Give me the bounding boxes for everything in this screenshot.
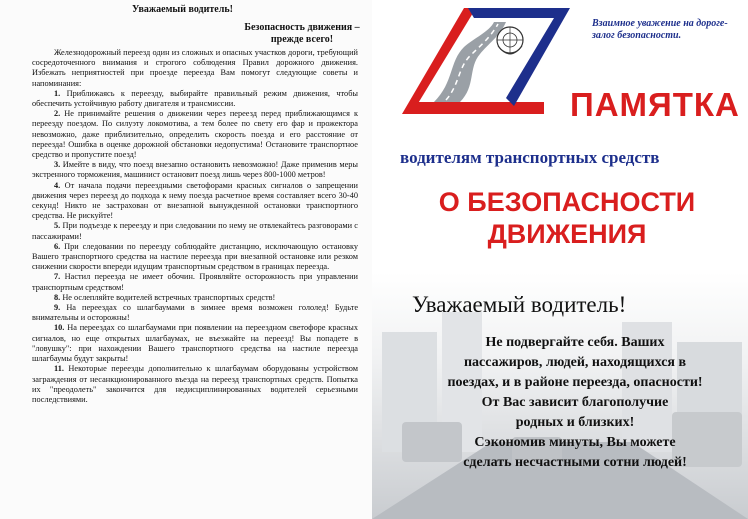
audience-subtitle: водителям транспортных средств (400, 148, 660, 167)
rule-number: 9. (54, 303, 61, 313)
rule-text: При подъезде к переезду и при следовании по нему не отвлекайтесь разговорами с пассажирами! (32, 221, 358, 241)
appeal-line: сделать несчастными сотни людей! (463, 455, 687, 470)
rule-item (32, 293, 358, 303)
appeal-text (402, 333, 748, 473)
safety-heading (402, 186, 732, 250)
rule-item (32, 242, 358, 273)
rule-number: 7. (54, 272, 61, 282)
rule-text: Некоторые переезды дополнительно к шлагбаумам оборудованы устройством заграждения от несанкционированного въезда на переезд транспортных средств. Попытка их "преодолеть" закончится для недисциплинированных водителей серьезными последствиями. (32, 364, 358, 404)
rule-number: 10. (54, 323, 65, 333)
globe-icon (497, 27, 523, 54)
appeal-line: Сэкономив минуты, Вы можете (474, 435, 676, 450)
rules-column (0, 0, 372, 519)
rule-text: От начала подачи переездными светофорами красных сигналов о запрещении движения через переезд до подхода к нему поезда расчетное время составляет всего 30-40 секунд! Никто не застрахован от внезапной вынужденной остановки транспортного средства. Не рискуйте! (32, 180, 358, 221)
leaflet-cover (372, 0, 748, 519)
rules-subtitle: Безопасность движения – прежде всего! (244, 22, 360, 45)
rule-number: 1. (54, 88, 61, 98)
appeal-line: От Вас зависит благополучие (481, 395, 669, 410)
safety-heading-line1: О БЕЗОПАСНОСТИ (438, 187, 696, 217)
motto: Взаимное уважение на дороге- залог безопасности. (592, 18, 728, 41)
appeal-line: поездах, и в районе переезда, опасности! (447, 375, 703, 390)
rule-number: 11. (54, 364, 64, 374)
rule-text: На переездах со шлагбаумами в зимнее время возможен гололед! Будьте внимательны и осторожны! (32, 303, 358, 323)
rule-item (32, 221, 358, 241)
rule-number: 4. (54, 180, 61, 190)
appeal-greeting: Уважаемый водитель! (412, 292, 627, 317)
rule-text: Приближаясь к переезду, выбирайте правильный режим движения, чтобы обеспечить устойчивую работу двигателя и трансмиссии. (32, 88, 358, 109)
safety-heading-line2: ДВИЖЕНИЯ (487, 219, 647, 249)
rule-item (32, 364, 358, 405)
rule-item (32, 323, 358, 364)
rule-number: 8. (54, 292, 61, 302)
rule-item (32, 303, 358, 323)
rule-text: Не принимайте решения о движении через переезд перед приближающимся к переезду поездом. По силуэту локомотива, а тем более по свету его фар и прожектора невозможно, даже приблизительно, определить скорость поезда и его расстояние от переезда! Ошибка в оценке дорожной обстановки недопустима! Остановите транспортное средство и пропустите поезд! (32, 109, 358, 160)
rule-number: 3. (54, 160, 61, 170)
rule-text: Настил переезда не имеет обочин. Проявляйте осторожность при управлении транспортным средством! (32, 272, 358, 292)
rules-greeting: Уважаемый водитель! (132, 4, 233, 15)
appeal-line: Не подвергайте себя. Ваших (485, 335, 665, 350)
rule-item (32, 181, 358, 222)
rule-number: 2. (54, 109, 61, 119)
rule-item (32, 89, 358, 109)
road-triangle-logo (394, 2, 574, 122)
rules-intro: Железнодорожный переезд один из сложных и опасных участков дороги, требующий сосредоточенного внимания и строгого соблюдения Правил дорожного движения. Избежать неприятностей при проезде переезда Вам помогут следующие советы и напоминания: (32, 48, 358, 88)
rule-text: На переездах со шлагбаумами при появлении на переездном светофоре красных сигналов, но еще открытых шлагбаумах, не въезжайте на переезд! Вы попадете в "ловушку": при нахождении Вашего транспортного средства на настиле переезда шлагбаумы будут закрыты! (32, 323, 358, 364)
rules-list (32, 89, 358, 405)
rule-text: Имейте в виду, что поезд внезапно остановить невозможно! Даже применив меры экстренного торможения, машинист остановит поезд лишь через 800-1000 метров! (32, 160, 359, 180)
rule-text: При следовании по переезду соблюдайте дистанцию, исключающую остановку Вашего транспортного средства на настиле переезда при внезапной остановке или резком снижении скорости впереди идущим транспортным средством в границах переезда. (32, 241, 359, 272)
rule-number: 5. (54, 221, 61, 231)
rule-item (32, 109, 358, 160)
rules-header (32, 4, 358, 48)
rule-item (32, 160, 358, 180)
appeal-line: пассажиров, людей, находящихся в (463, 355, 687, 370)
appeal-line: родных и близких! (515, 415, 635, 430)
rule-text: Не ослепляйте водителей встречных транспортных средств! (62, 292, 276, 302)
rule-item (32, 272, 358, 292)
memo-title: ПАМЯТКА (570, 86, 740, 123)
rule-number: 6. (54, 241, 61, 251)
